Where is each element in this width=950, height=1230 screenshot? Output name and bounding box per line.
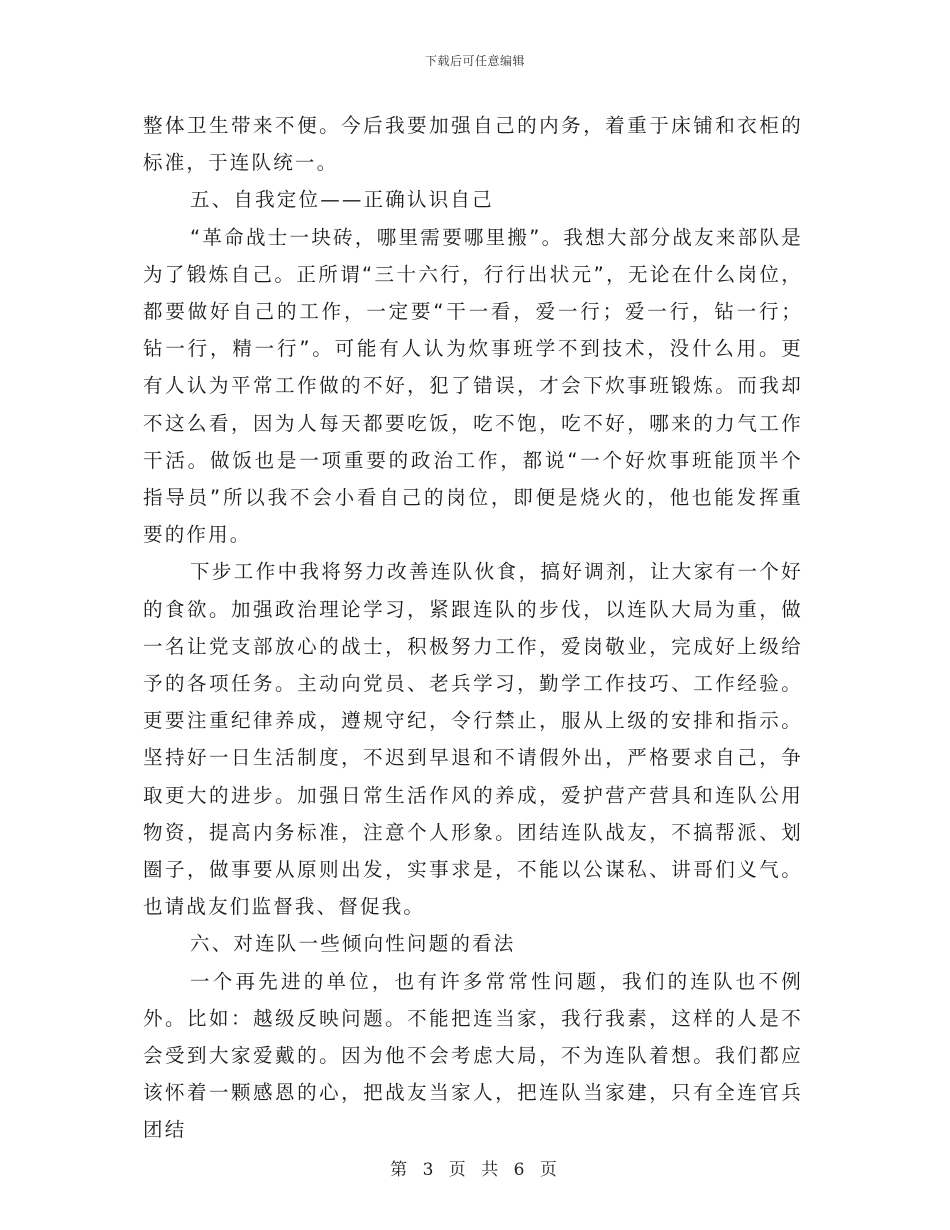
paragraph: 整体卫生带来不便。今后我要加强自己的内务，着重于床铺和衣柜的标准，于连队统一。 (143, 114, 803, 175)
paragraph: “革命战士一块砖，哪里需要哪里搬”。我想大部分战友来部队是为了锻炼自己。正所谓“三十六行，行行出状元”，无论在什么岗位，都要做好自己的工作，一定要“干一看，爱一行；爱一行，钻一行；钻一行，精一行”。可能有人认为炊事班学不到技术，没什么用。更有人认为平常工作做的不好，犯了错误，才会下炊事班锻炼。而我却不这么看，因为人每天都要吃饭，吃不饱，吃不好，哪来的力气工作干活。做饭也是一项重要的政治工作，都说“一个好炊事班能顶半个指导员”所以我不会小看自己的岗位，即便是烧火的，他也能发挥重要的作用。 (143, 225, 803, 547)
section-heading: 五、自我定位——正确认识自己 (190, 188, 494, 212)
page-footer: 第 3 页 共 6 页 (390, 1160, 560, 1180)
page-header: 下载后可任意编辑 (424, 54, 525, 68)
section-heading: 六、对连队一些倾向性问题的看法 (190, 932, 516, 956)
document-body (143, 107, 803, 1149)
paragraph: 一个再先进的单位，也有许多常常性问题，我们的连队也不例外。比如：越级反映问题。不能把连当家，我行我素，这样的人是不会受到大家爱戴的。因为他不会考虑大局，不为连队着想。我们都应该怀着一颗感恩的心，把战友当家人，把连队当家建，只有全连官兵团结 (143, 969, 803, 1142)
paragraph: 下步工作中我将努力改善连队伙食，搞好调剂，让大家有一个好的食欲。加强政治理论学习，紧跟连队的步伐，以连队大局为重，做一名让党支部放心的战士，积极努力工作，爱岗敬业，完成好上级给予的各项任务。主动向党员、老兵学习，勤学工作技巧、工作经验。更要注重纪律养成，遵规守纪，令行禁止，服从上级的安排和指示。坚持好一日生活制度，不迟到早退和不请假外出，严格要求自己，争取更大的进步。加强日常生活作风的养成，爱护营产营具和连队公用物资，提高内务标准，注意个人形象。团结连队战友，不搞帮派、划圈子，做事要从原则出发，实事求是，不能以公谋私、讲哥们义气。也请战友们监督我、督促我。 (143, 560, 803, 919)
